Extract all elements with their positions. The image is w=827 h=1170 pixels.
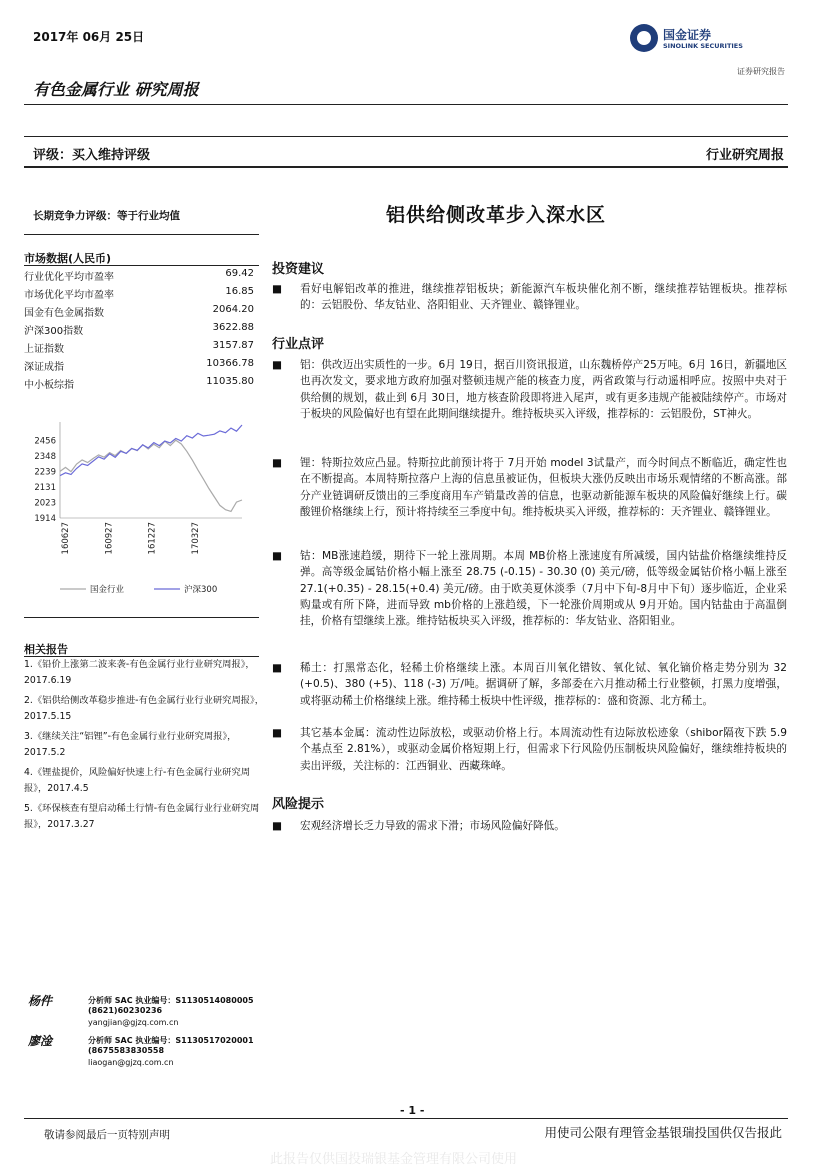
footer-divider xyxy=(24,1118,788,1119)
market-data-label: 深证成指 xyxy=(24,362,64,373)
market-data-label: 沪深300指数 xyxy=(24,326,84,337)
bullet-paragraph xyxy=(272,725,787,774)
series-line xyxy=(60,440,242,511)
market-data-row xyxy=(24,268,254,283)
related-report-item[interactable]: 3.《继续关注“铝锂”-有色金属行业行业研究周报》，2017.5.2 xyxy=(24,731,237,758)
bullet-icon: ■ xyxy=(272,727,283,739)
market-data-value: 11035.80 xyxy=(206,376,254,387)
market-data-label: 上证指数 xyxy=(24,344,64,355)
paragraph-text: 宏观经济增长乏力导致的需求下滑；市场风险偏好降低。 xyxy=(300,820,565,832)
rating-label: 评级：买入维持评级 xyxy=(33,148,151,163)
author-sac-number: 分析师 SAC 执业编号：S1130517020001 xyxy=(88,1036,254,1045)
y-tick-label: 2348 xyxy=(34,451,56,462)
bullet-paragraph xyxy=(272,548,787,629)
market-data-label: 国金有色金属指数 xyxy=(24,308,104,319)
market-data-value: 10366.78 xyxy=(206,358,254,369)
paragraph-text: 看好电解铝改革的推进，继续推荐铝板块；新能源汽车板块催化剂不断，继续推荐钴锂板块。推荐标的：云铝股份、华友钴业、洛阳钼业、天齐锂业、赣锋锂业。 xyxy=(300,283,787,312)
market-data-value: 2064.20 xyxy=(212,304,254,315)
watermark-text: 此报告仅供国投瑞银基金管理有限公司使用 xyxy=(270,1152,518,1167)
paragraph-text: 稀土：打黑常态化，轻稀土价格继续上涨。本周百川氧化镨钕、氧化铽、氧化镝价格走势分别为 32 (+0.5)、380 (+5)、118 (-3) 万/吨。据调研了解，多部委在六月推动稀土行业整顿，打黑力度增强，或将驱动稀土价格继续上涨。维持稀土板块中性评级，推荐标的：盛和资源、北方稀土。 xyxy=(300,662,787,707)
y-tick-label: 2131 xyxy=(34,482,56,493)
author-email[interactable]: liaogan@gjzq.com.cn xyxy=(88,1058,174,1067)
header-divider-mid xyxy=(24,136,788,137)
related-report-item[interactable]: 1.《铅价上涨第二波来袭-有色金属行业行业研究周报》，2017.6.19 xyxy=(24,659,255,686)
market-data-value: 16.85 xyxy=(225,286,254,297)
bullet-paragraph xyxy=(272,455,787,520)
section-heading-review: 行业点评 xyxy=(272,337,325,352)
author-sac-number: 分析师 SAC 执业编号：S1130514080005 xyxy=(88,996,254,1005)
y-tick-label: 1914 xyxy=(34,514,56,524)
legend-label: 沪深300 xyxy=(184,585,218,595)
market-data-row xyxy=(24,286,254,301)
header-divider-top xyxy=(24,104,788,105)
market-data-row xyxy=(24,322,254,337)
market-data-row xyxy=(24,340,254,355)
paragraph-text: 钴：MB涨速趋缓，期待下一轮上涨周期。本周 MB价格上涨速度有所减缓，国内钴盐价格继续维持反弹。高等级金属钴价格小幅上涨至 28.75 (-0.15) - 30.30 (0) 美元/磅，低等级金属钴价格小幅上涨至 27.1(+0.35) - 28.15(+0.4) 美元/磅。由于欧美夏休淡季（7月中下旬-8月中下旬）逐步临近，企业采购量或有所下降，进而导致 mb价格的上涨趋缓，下一轮涨价周期或从 9月开始。国内钴盐由于高温倒挂，价格有望继续上涨。维持钴板块买入评级，推荐标的：华友钴业、洛阳钼业。 xyxy=(300,550,787,628)
x-tick-label: 170327 xyxy=(191,522,201,555)
bullet-paragraph xyxy=(272,281,787,314)
bullet-paragraph xyxy=(272,357,787,422)
industry-title: 有色金属行业 研究周报 xyxy=(33,80,199,99)
bullet-paragraph xyxy=(272,660,787,709)
related-report-item[interactable]: 4.《锂盐提价，风险偏好快速上行-有色金属行业研究周报》，2017.4.5 xyxy=(24,767,251,794)
related-report-item[interactable]: 5.《环保核查有望启动稀土行情-有色金属行业行业研究周报》，2017.3.27 xyxy=(24,803,260,830)
bullet-icon: ■ xyxy=(272,457,283,469)
paragraph-text: 铝：供改迈出实质性的一步。6月 19日，据百川资讯报道，山东魏桥停产25万吨。6月 16日，新疆地区也再次发文，要求地方政府加强对整顿违规产能的核查力度，两省政策与行动遥相呼应。按照中央对于供给侧的规划，截止到 6月 30日，地方核查阶段即将进入尾声，或有更多违规产能被陆续停产。市场对于板块的风险偏好也有望在此期间继续提升。维持板块买入评级，推荐标的：云铝股份，ST神火。 xyxy=(300,359,787,420)
market-data-value: 3622.88 xyxy=(212,322,254,333)
x-tick-label: 160927 xyxy=(104,522,115,555)
market-data-row xyxy=(24,358,254,373)
section-heading-investment: 投资建议 xyxy=(272,262,325,277)
related-reports-title: 相关报告 xyxy=(24,643,68,656)
author-email[interactable]: yangjian@gjzq.com.cn xyxy=(88,1018,179,1027)
section-heading-risk: 风险提示 xyxy=(272,797,325,812)
market-data-value: 3157.87 xyxy=(212,340,254,351)
sinolink-logo xyxy=(630,24,755,56)
author-name: 杨件 xyxy=(28,994,53,1008)
market-data-divider xyxy=(24,265,259,266)
series-line xyxy=(60,425,242,476)
market-data-label: 中小板综指 xyxy=(24,380,74,391)
paragraph-text: 锂：特斯拉效应凸显。特斯拉此前预计将于 7月开始 model 3试量产，而今时间点不断临近，确定性也在不断提高。本周特斯拉落户上海的信息虽被证伪，但板块大涨仍反映出市场乐观情绪的不断高涨。部分产业链调研反馈出的三季度商用车产销量改善的信息，也驱动新能源车板块的风险偏好继续上行。碳酸锂价格继续上行，预计将持续至三季度中旬。维持板块买入评级，推荐标的：天齐锂业、赣锋锂业。 xyxy=(300,457,787,518)
header-divider-bottom xyxy=(24,166,788,168)
logo-icon xyxy=(630,24,658,52)
doc-type-label: 证券研究报告 xyxy=(737,67,785,76)
y-tick-label: 2023 xyxy=(34,498,56,509)
sidebar-divider xyxy=(24,234,259,235)
page-number: - 1 - xyxy=(400,1104,425,1117)
x-tick-label: 160627 xyxy=(61,522,71,555)
market-data-row xyxy=(24,304,254,319)
bullet-icon: ■ xyxy=(272,662,283,674)
market-data-label: 市场优化平均市盈率 xyxy=(24,290,114,301)
disclaimer-left: 敬请参阅最后一页特别声明 xyxy=(44,1129,170,1141)
market-data-row xyxy=(24,376,254,391)
related-report-item[interactable]: 2.《铝供给侧改革稳步推进-有色金属行业行业研究周报》，2017.5.15 xyxy=(24,695,264,722)
chart-divider xyxy=(24,617,259,618)
logo-en-text: SINOLINK SECURITIES xyxy=(663,42,743,50)
bullet-icon: ■ xyxy=(272,820,283,832)
bullet-paragraph xyxy=(272,818,787,834)
report-headline: 铝供给侧改革步入深水区 xyxy=(386,204,607,226)
legend-label: 国金行业 xyxy=(90,585,125,595)
index-comparison-chart xyxy=(24,420,259,605)
bullet-icon: ■ xyxy=(272,283,283,295)
x-tick-label: 161227 xyxy=(147,522,158,555)
y-tick-label: 2239 xyxy=(34,467,56,478)
market-data-label: 行业优化平均市盈率 xyxy=(24,272,114,283)
bullet-icon: ■ xyxy=(272,550,283,562)
report-date: 2017年 06月 25日 xyxy=(33,30,145,44)
paragraph-text: 其它基本金属：流动性边际放松，或驱动价格上行。本周流动性有边际放松迹象（shibor隔夜下跌 5.9个基点至 2.81%），或驱动金属价格短期上行，但需求下行风险仍压制板块风险偏好，继续维持板块的卖出评级，关注标的：江西铜业、西藏珠峰。 xyxy=(300,727,787,772)
author-phone: (8675583830558 xyxy=(88,1046,165,1055)
author-name: 廖淦 xyxy=(28,1034,53,1048)
bullet-icon: ■ xyxy=(272,359,283,371)
logo-cn-text: 国金证券 xyxy=(663,28,712,42)
y-tick-label: 2456 xyxy=(34,436,56,447)
market-data-value: 69.42 xyxy=(225,268,254,279)
disclaimer-right: 用使司公限有理管金基银瑞投国供仅告报此 xyxy=(544,1125,782,1140)
author-phone: (8621)60230236 xyxy=(88,1006,163,1015)
market-data-title: 市场数据(人民币) xyxy=(24,252,112,265)
report-type-tag: 行业研究周报 xyxy=(705,148,784,163)
long-term-rating: 长期竞争力评级：等于行业均值 xyxy=(33,210,180,222)
